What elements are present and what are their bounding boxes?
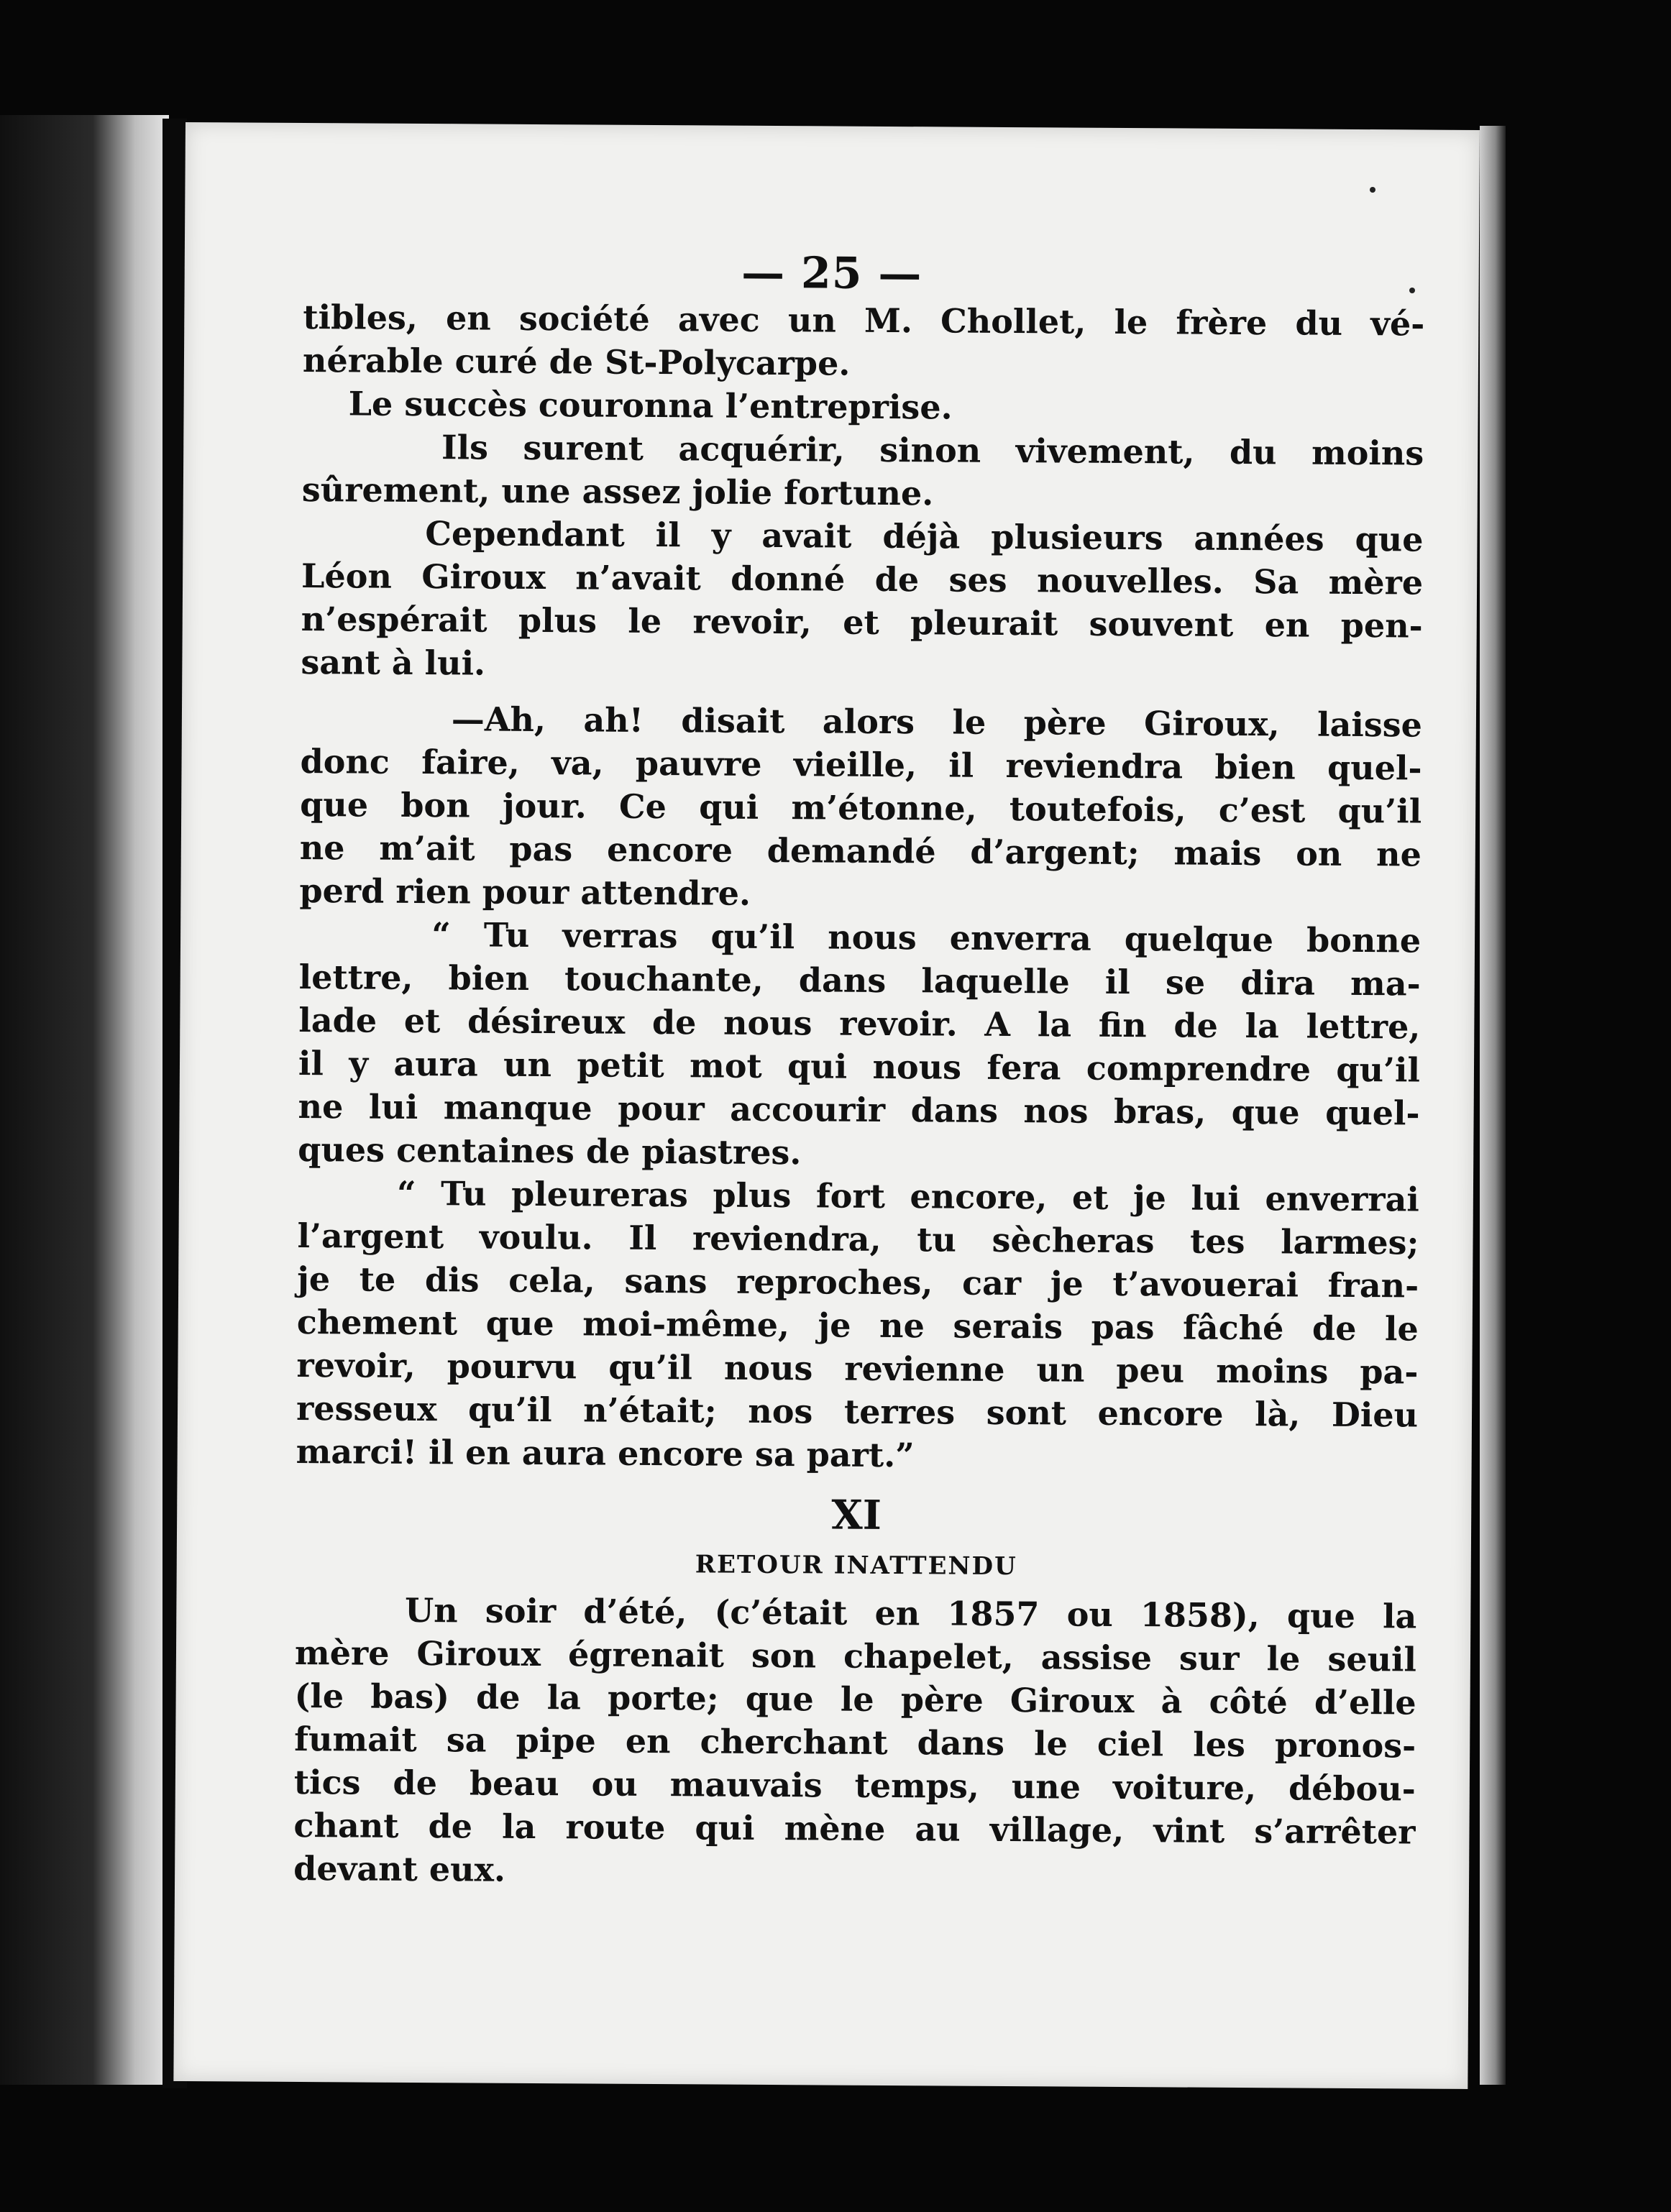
text-line: revoir, pourvu qu’il nous revienne un peu moins pa- [296,1345,1419,1392]
right-page-edge [1480,126,1506,2085]
text-line: tics de beau ou mauvais temps, une voiture, débou- [293,1762,1416,1809]
paragraph-7 [296,1171,1420,1480]
book-page [173,122,1480,2089]
text-line: donc faire, va, pauvre vieille, il reviendra bien quel- [300,741,1422,788]
chapter-title: RETOUR INATTENDU [695,1550,1017,1582]
text-line: “ Tu pleureras plus fort encore, et je lui enverrai [297,1172,1420,1219]
body-text [293,295,1425,1896]
text-line: Léon Giroux n’avait donné de ses nouvelles. Sa mère [301,556,1424,602]
chapter-paragraph-1 [293,1588,1417,1897]
text-line: tibles, en société avec un M. Chollet, le frère du vé- [303,298,1425,344]
text-line: chement que moi-même, je ne serais pas fâché de le [296,1302,1419,1349]
paragraph-1 [303,295,1425,389]
text-line: n’espérait plus le revoir, et pleurait souvent en pen- [301,599,1423,646]
paragraph-6 [298,912,1421,1178]
paragraph-3 [302,425,1424,518]
text-line: Ils surent acquérir, sinon vivement, du moins [302,427,1424,473]
scan-speck [1409,288,1415,293]
text-line: —Ah, ah! disait alors le père Giroux, laisse [300,698,1423,745]
text-line: l’argent voulu. Il reviendra, tu sècheras tes larmes; [297,1216,1419,1262]
text-line: ne lui manque pour accourir dans nos bras, que quel- [298,1086,1420,1133]
text-line: nérable curé de St-Polycarpe. [302,341,851,383]
text-line: chant de la route qui mène au village, vint s’arrêter [293,1805,1416,1852]
text-line: devant eux. [293,1848,506,1889]
text-line: mère Giroux égrenait son chapelet, assise sur le seuil [294,1633,1417,1679]
paragraph-2 [302,382,1424,432]
text-line: ne m’ait pas encore demandé d’argent; mais on ne [299,827,1422,874]
text-line: que bon jour. Ce qui m’étonne, toutefois, c’est qu’il [300,784,1422,831]
text-line: marci! il en aura encore sa part.” [296,1431,915,1475]
text-line: Cependant il y avait déjà plusieurs années que [301,513,1424,559]
left-page-edge [0,115,169,2085]
page-number: — 25 — [741,247,923,300]
text-line: sant à lui. [301,642,486,683]
text-line: perd rien pour attendre. [299,871,751,913]
text-line: lade et désireux de nous revoir. A la fin de la lettre, [298,1000,1421,1047]
text-line: Un soir d’été, (c’était en 1857 ou 1858), que la [295,1589,1417,1636]
text-line: je te dis cela, sans reproches, car je t’avouerai fran- [297,1259,1419,1305]
text-line: sûrement, une assez jolie fortune. [301,469,934,513]
chapter-number: XI [831,1491,882,1539]
paragraph-5 [299,697,1422,919]
scan-speck [1370,187,1375,193]
text-line: il y aura un petit mot qui nous fera comprendre qu’il [298,1043,1421,1090]
text-line: ques centaines de piastres. [298,1129,802,1172]
text-line: resseux qu’il n’était; nos terres sont encore là, Dieu [296,1388,1419,1435]
text-line: Le succès couronna l’entreprise. [302,384,953,427]
text-line: fumait sa pipe en cherchant dans le ciel les pronos- [294,1719,1416,1766]
text-line: lettre, bien touchante, dans laquelle il se dira ma- [298,957,1421,1004]
text-line: “ Tu verras qu’il nous enverra quelque bonne [298,914,1422,960]
paragraph-4 [301,511,1423,691]
text-line: (le bas) de la porte; que le père Giroux à côté d’elle [294,1676,1416,1722]
